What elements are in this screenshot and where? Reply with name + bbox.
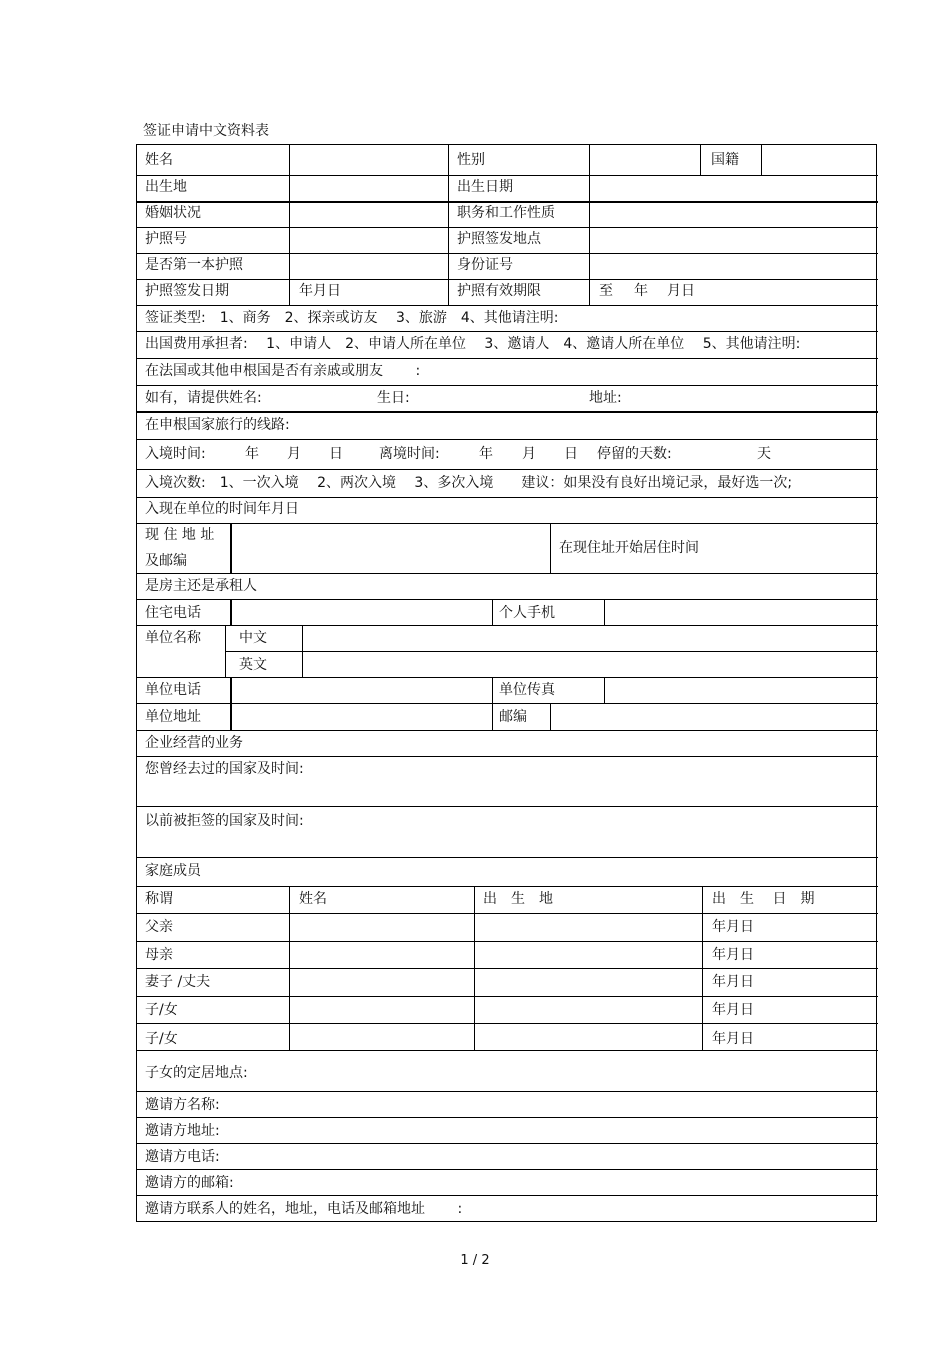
validity-to: 至 [599,283,613,299]
cost-bearer: 出国费用承担者: 1、申请人 2、申请人所在单位 3、邀请人 4、邀请人所在单位 5、其他请注明: [145,336,801,352]
relatives-address: 地址: [589,390,622,406]
business: 企业经营的业务 [145,735,243,751]
validity-year: 年 [634,283,648,299]
label-company-address: 单位地址 [145,709,201,725]
children-residence: 子女的定居地点: [145,1065,248,1081]
inviter-email: 邀请方的邮箱: [145,1175,234,1191]
address-since: 在现住址开始居住时间 [559,540,699,556]
exit-time: 离境时间: [379,446,440,462]
family-date: 年月日 [712,919,754,935]
exit-day: 日 [564,446,578,462]
label-validity: 护照有效期限 [457,283,541,299]
family-relation: 母亲 [145,947,173,963]
family-date: 年月日 [712,1002,754,1018]
family-title: 家庭成员 [145,863,201,879]
entry-year: 年 [245,446,259,462]
inviter-phone: 邀请方电话: [145,1149,220,1165]
relatives-birthday: 生日: [377,390,410,406]
entry-month: 月 [287,446,301,462]
family-relation: 子/女 [145,1002,178,1018]
form-title: 签证申请中文资料表 [143,123,269,139]
address-label-2: 及邮编 [145,553,187,569]
relatives-name: 如有，请提供姓名: [145,390,262,406]
travel-route: 在申根国家旅行的线路: [145,417,290,433]
label-passport-no: 护照号 [145,231,187,247]
relatives-question: 在法国或其他申根国是否有亲戚或朋友 : [145,363,421,379]
label-first-passport: 是否第一本护照 [145,257,243,273]
issue-date-value: 年月日 [299,283,341,299]
label-company-fax: 单位传真 [499,682,555,698]
refused-countries: 以前被拒签的国家及时间: [145,813,304,829]
inviter-contact: 邀请方联系人的姓名，地址，电话及邮箱地址 : [145,1201,463,1217]
label-company-name: 单位名称 [145,630,201,646]
family-relation: 妻子 /丈夫 [145,974,211,990]
visa-type: 签证类型: 1、商务 2、探亲或访友 3、旅游 4、其他请注明: [145,310,559,326]
family-date: 年月日 [712,974,754,990]
entry-time: 入境时间: [145,446,206,462]
countries-visited: 您曾经去过的国家及时间: [145,761,304,777]
owner-or-tenant: 是房主还是承租人 [145,578,257,594]
label-company-phone: 单位电话 [145,682,201,698]
family-header-name: 姓名 [299,891,327,907]
inviter-address: 邀请方地址: [145,1123,220,1139]
page-number: 1 / 2 [460,1253,490,1268]
label-english: 英文 [239,657,267,673]
label-birthdate: 出生日期 [457,179,513,195]
family-header-birthplace: 出 生 地 [483,891,553,907]
family-date: 年月日 [712,947,754,963]
stay-days-unit: 天 [757,446,771,462]
label-marital: 婚姻状况 [145,205,201,221]
family-relation: 父亲 [145,919,173,935]
label-passport-place: 护照签发地点 [457,231,541,247]
label-nationality: 国籍 [711,152,739,168]
label-issue-date: 护照签发日期 [145,283,229,299]
entry-day: 日 [329,446,343,462]
family-relation: 子/女 [145,1031,178,1047]
stay-days: 停留的天数: [597,446,672,462]
validity-md: 月日 [667,283,695,299]
label-occupation: 职务和工作性质 [457,205,555,221]
family-date: 年月日 [712,1031,754,1047]
label-postcode: 邮编 [499,709,527,725]
job-since: 入现在单位的时间年月日 [145,501,299,517]
inviter-name: 邀请方名称: [145,1097,220,1113]
label-home-phone: 住宅电话 [145,605,201,621]
label-birthplace: 出生地 [145,179,187,195]
family-header-relation: 称谓 [145,891,173,907]
visa-form-table [136,144,877,1222]
label-gender: 性别 [457,152,485,168]
exit-year: 年 [479,446,493,462]
label-id-no: 身份证号 [457,257,513,273]
label-chinese: 中文 [239,630,267,646]
entries: 入境次数: 1、一次入境 2、两次入境 3、多次入境 建议：如果没有良好出境记录，最好选一次; [145,475,793,491]
label-name: 姓名 [145,152,173,168]
family-header-birthdate: 出 生 日 期 [712,891,815,907]
label-mobile: 个人手机 [499,605,555,621]
address-label-1: 现 住 地 址 [145,527,215,543]
exit-month: 月 [522,446,536,462]
